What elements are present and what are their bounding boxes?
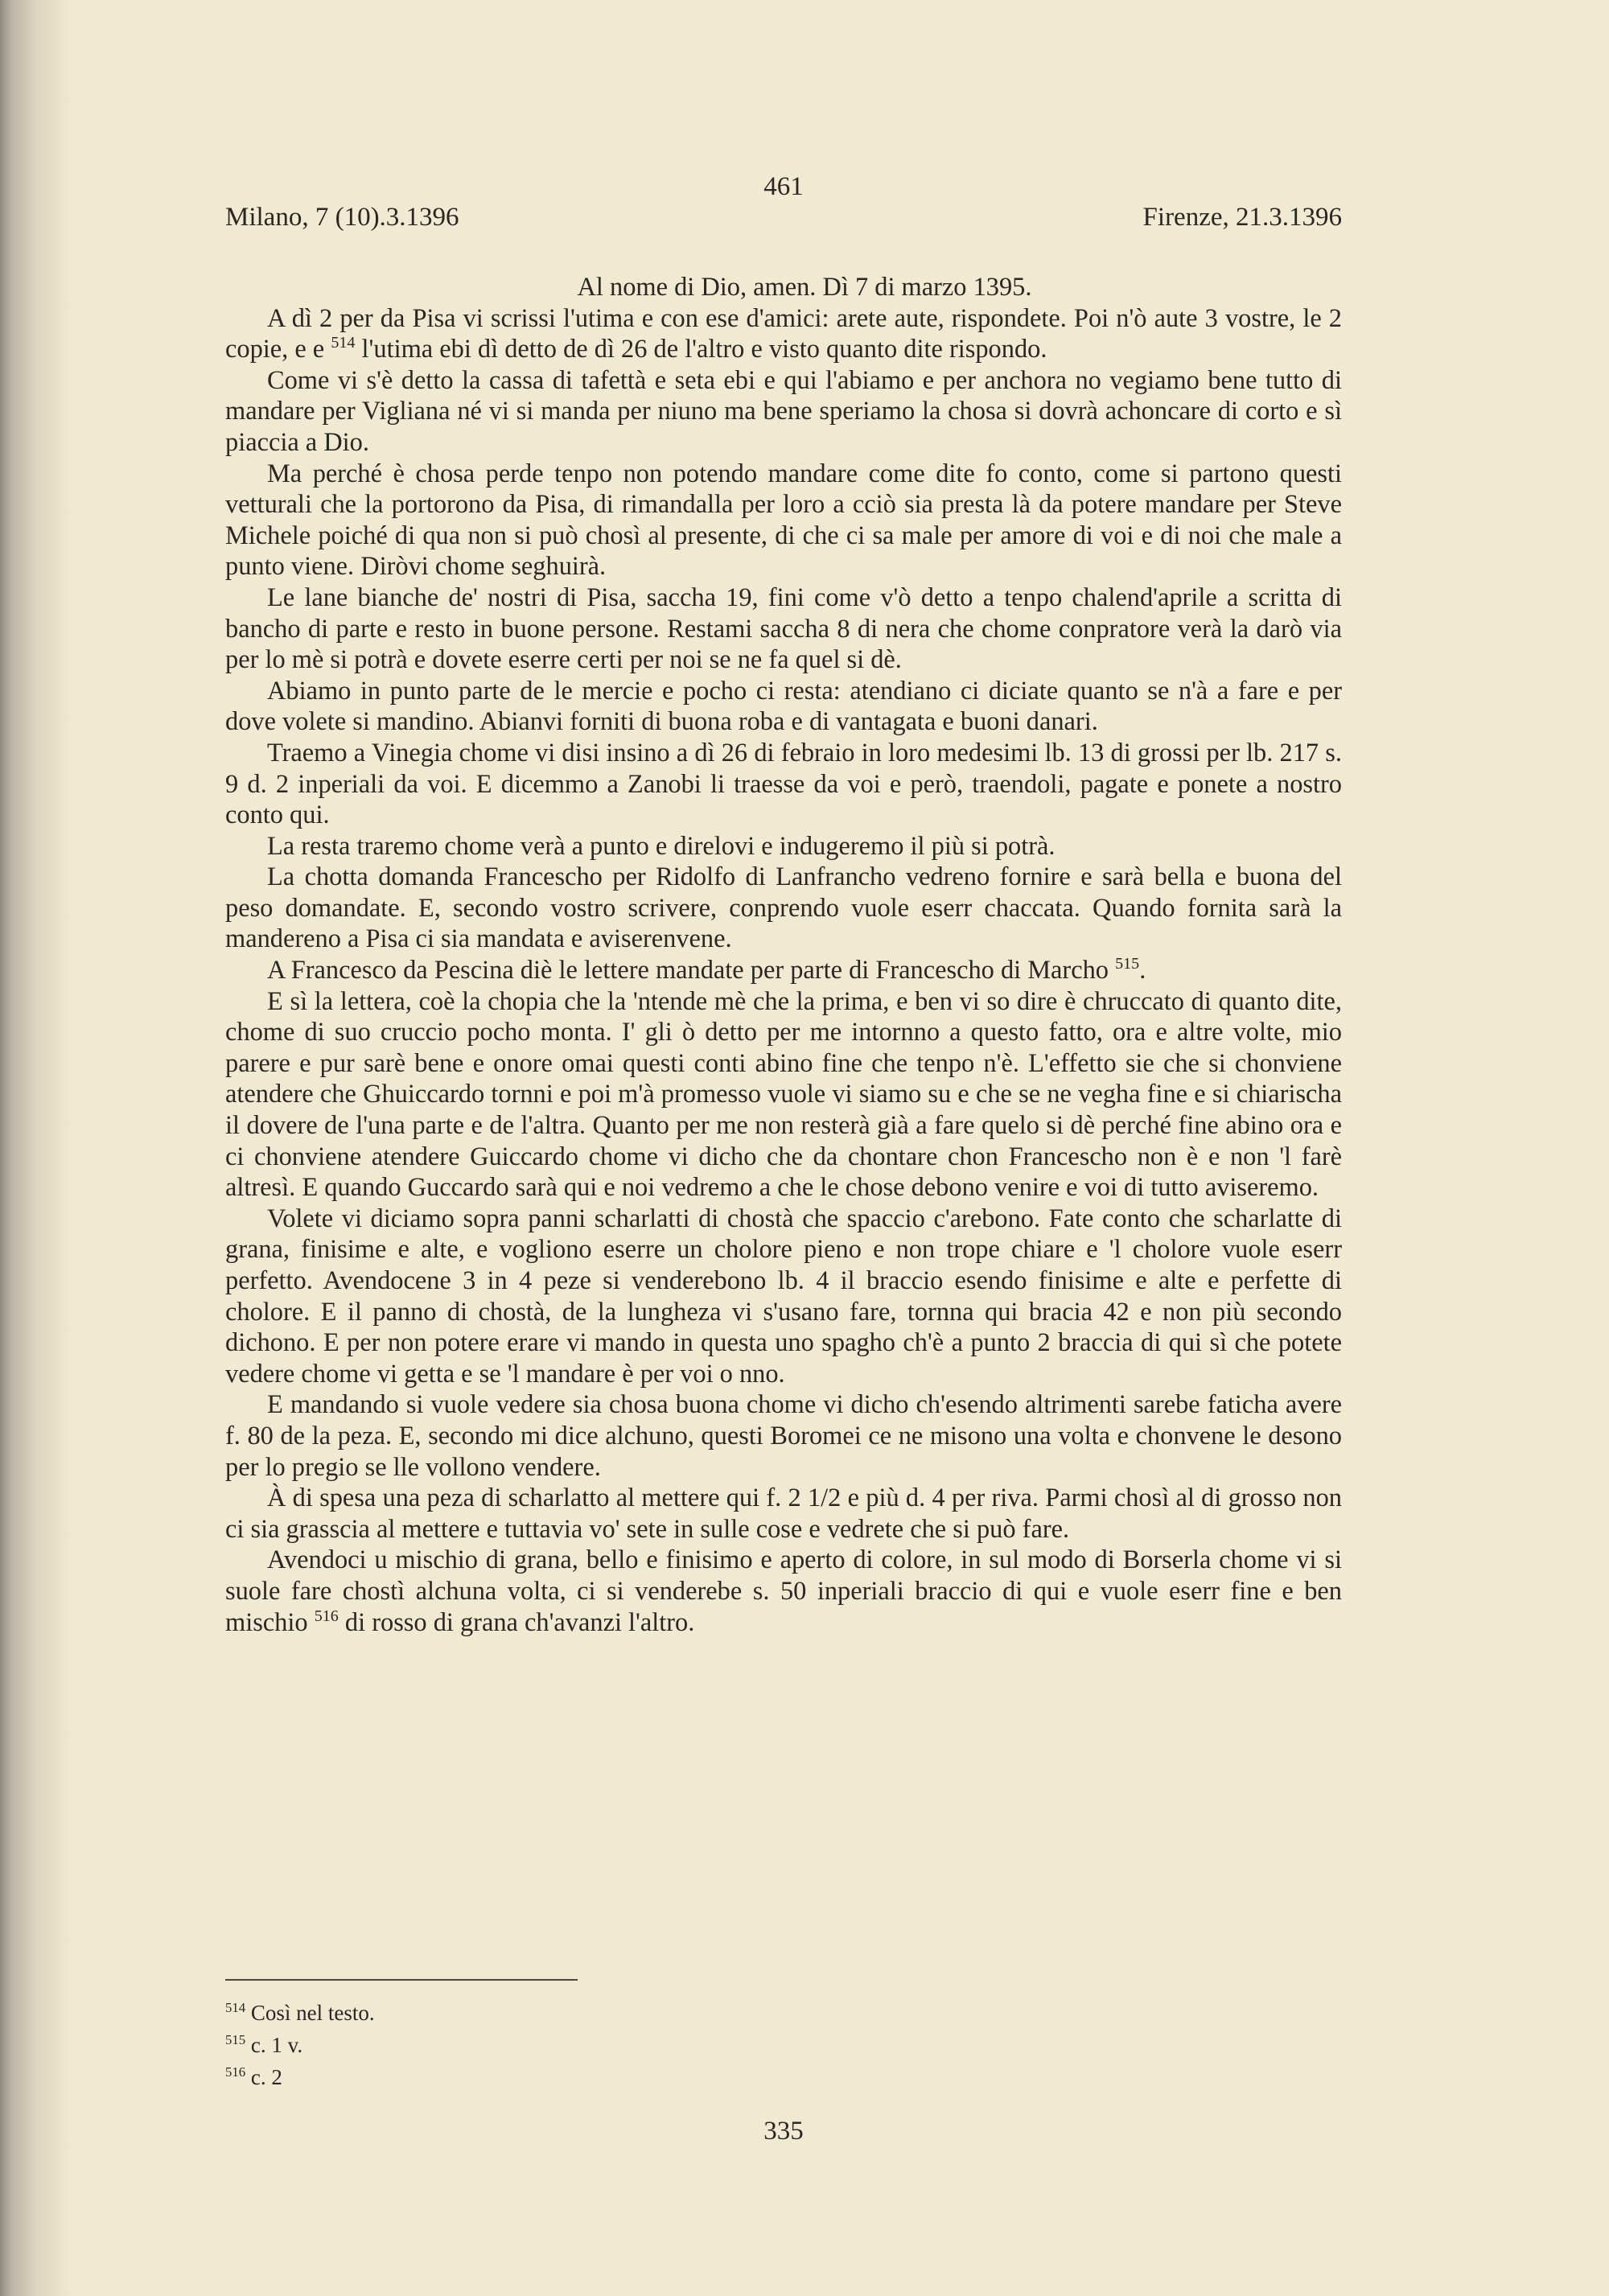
footnotes — [225, 1997, 375, 2093]
paragraph: La chotta domanda Francescho per Ridolfo di Lanfrancho vedreno fornire e sarà bella e buona del peso domandate. E, secondo vostro scrivere, conprendo vuole eserr chaccata. Quando fornita sarà la mandereno a Pisa ci sia mandata e aviserenvene. — [225, 862, 1342, 954]
paragraph: Le lane bianche de' nostri di Pisa, saccha 19, fini come v'ò detto a tenpo chalend'aprile a scritta di bancho di parte e resto in buone persone. Restami saccha 8 di nera che chome conpratore verà la darò via per lo mè si potrà e dovete eserre certi per noi se ne fa quel si dè. — [225, 582, 1342, 675]
place-date-receipt: Firenze, 21.3.1396 — [1142, 203, 1342, 232]
letter-header — [225, 203, 1342, 238]
footnote-ref: 515 — [1115, 955, 1140, 973]
place-date-sender: Milano, 7 (10).3.1396 — [225, 203, 459, 232]
paragraph: Come vi s'è detto la cassa di tafettà e seta ebi e qui l'abiamo e per anchora no vegiamo bene tutto di mandare per Vigliana né vi si manda per niuno ma bene speriamo la chosa si dovrà achoncare di corto e sì piaccia a Dio. — [225, 365, 1342, 457]
paragraph: E mandando si vuole vedere sia chosa buona chome vi dicho ch'esendo altrimenti sarebe faticha avere f. 80 de la peza. E, secondo mi dice alchuno, questi Boromei ce ne misono una volta e chonvene le desono per lo pregio se lle vollono vendere. — [225, 1390, 1342, 1482]
footnote-ref: 514 — [331, 334, 356, 352]
footnote-number: 515 — [225, 2031, 246, 2047]
paragraph-text: . — [1139, 956, 1146, 985]
footnote-separator — [225, 1979, 578, 1981]
footnote-text: c. 1 v. — [250, 2033, 303, 2057]
footnote — [225, 2029, 375, 2061]
footnote-number: 514 — [225, 1999, 246, 2015]
paragraph: À di spesa una peza di scharlatto al mettere qui f. 2 1/2 e più d. 4 per riva. Parmi chosì al di grosso non ci sia grasscia al mettere e tuttavia vo' sete in sulle cose e vedrete che si può fare. — [225, 1483, 1342, 1544]
paragraph — [225, 1545, 1342, 1638]
footnote — [225, 2061, 375, 2093]
page-number-top: 461 — [763, 172, 804, 201]
paragraph — [225, 955, 1342, 986]
paragraph — [225, 303, 1342, 365]
paragraph: E sì la lettera, coè la chopia che la 'ntende mè che la prima, e ben vi so dire è chruccato di quanto dite, chome di suo cruccio pocho monta. I' gli ò detto per me intornno a questo fatto, ora e altre volte, mio parere e pur sarè bene e onore omai questi conti abino fine che tenpo n'è. L'effetto sie che si chonviene atendere che Ghuiccardo tornni e poi m'à promesso vuole vi siamo su e che se ne vegha fine e si chiarischa il dovere de l'una parte e de l'altra. Quanto per me non resterà già a fare quelo si dè perché fine abino ora e ci chonviene atendere Guiccardo chome vi dicho che da chontare chon Francescho non è e non 'l farè altresì. E quando Guccardo sarà qui e noi vedremo a che le chose debono venire e voi di tutto aviseremo. — [225, 986, 1342, 1203]
footnote-text: c. 2 — [250, 2065, 282, 2089]
paragraph-text: Avendoci u mischio di grana, bello e finisimo e aperto di colore, in sul modo di Borserla chome vi si suole fare chostì alchuna volta, ci si venderebe s. 50 inperiali braccio di qui e vuole eserr fine e ben mischio — [225, 1545, 1342, 1637]
paragraph: La resta traremo chome verà a punto e direlovi e indugeremo il più si potrà. — [267, 831, 1056, 861]
paragraph: Abiamo in punto parte de le mercie e pocho ci resta: atendiano ci diciate quanto se n'à a fare e per dove volete si mandino. Abianvi forniti di buona roba e di vantagata e buoni danari. — [225, 676, 1342, 737]
footnote-text: Così nel testo. — [250, 2001, 375, 2025]
page-number-bottom: 335 — [763, 2117, 804, 2146]
paragraph: Traemo a Vinegia chome vi disi insino a dì 26 di febraio in loro medesimi lb. 13 di grossi per lb. 217 s. 9 d. 2 inperiali da voi. E dicemmo a Zanobi li traesse da voi e però, traendoli, pagate e ponete a nostro conto qui. — [225, 738, 1342, 830]
paragraph-text: A dì 2 per da Pisa vi scrissi l'utima e con ese d'amici: arete aute, rispondete. Poi n'ò aute 3 vostre, le 2 copie, e e — [225, 303, 1342, 364]
paragraph-text: l'utima ebi dì detto de dì 26 de l'altro e visto quanto dite rispondo. — [361, 335, 1047, 364]
letter-salutation: Al nome di Dio, amen. Dì 7 di marzo 1395. — [577, 273, 1032, 302]
paragraph: Volete vi diciamo sopra panni scharlatti di chostà che spaccio c'arebono. Fate conto che scharlatte di grana, finisime e alte, e vogliono eserre un cholore pieno e non trope chiare e 'l cholore vuole eserr perfetto. Avendocene 3 in 4 peze si venderebono lb. 4 il braccio esendo finisime e alte e perfette di cholore. E il panno di chostà, de la lungheza vi s'usano fare, tornna qui bracia 42 e non più secondo dichono. E per non potere erare vi mando in questa uno spagho ch'è a punto 2 braccia di qui sì che potete vedere chome vi getta e se 'l mandare è per voi o nno. — [225, 1204, 1342, 1389]
footnote-ref: 516 — [314, 1607, 339, 1625]
footnote-number: 516 — [225, 2064, 246, 2080]
letter-body — [225, 272, 1342, 1638]
footnote — [225, 1997, 375, 2029]
paragraph: Ma perché è chosa perde tenpo non potendo mandare come dite fo conto, come si partono questi vetturali che la portorono da Pisa, di rimandalla per loro a cciò sia presta là da potere mandare per Steve Michele poiché di qua non si può chosì al presente, di che ci sa male per amore di voi e di noi che male a punto viene. Diròvi chome seghuirà. — [225, 459, 1342, 582]
book-gutter-shadow — [0, 0, 72, 2296]
paragraph-text: di rosso di grana ch'avanzi l'altro. — [344, 1607, 695, 1637]
paragraph-text: A Francesco da Pescina diè le lettere mandate per parte di Francescho di Marcho — [267, 956, 1109, 985]
